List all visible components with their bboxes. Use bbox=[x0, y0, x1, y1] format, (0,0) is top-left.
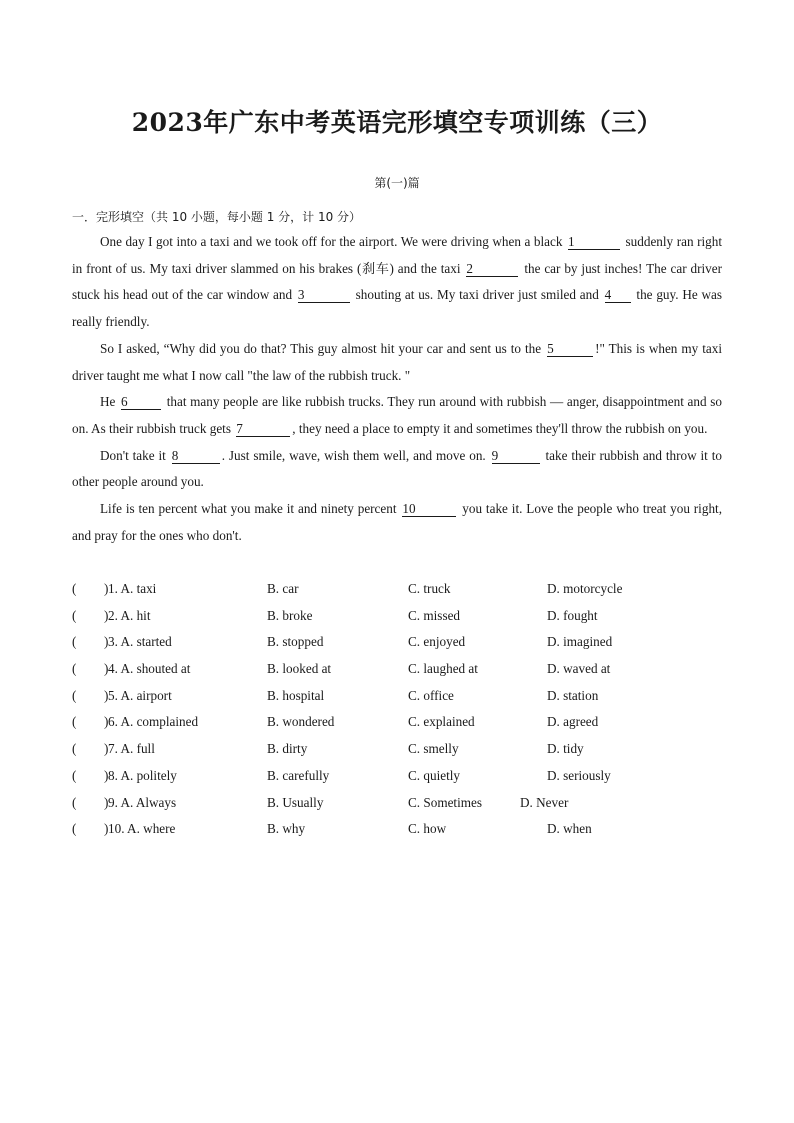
option-a: 8. A. politely bbox=[108, 767, 177, 783]
option-d: D. waved at bbox=[547, 661, 611, 677]
option-b: B. broke bbox=[267, 607, 313, 623]
passage-text: shouting at us. My taxi driver just smiled and bbox=[351, 287, 603, 303]
option-b: B. wondered bbox=[267, 714, 335, 730]
option-d: D. station bbox=[547, 687, 599, 703]
passage-text: He bbox=[100, 394, 120, 410]
option-b: B. looked at bbox=[267, 661, 332, 677]
blank-1: 1 bbox=[568, 234, 620, 250]
answer-paren-right: ) bbox=[104, 714, 109, 730]
option-b: B. car bbox=[267, 581, 299, 596]
blank-9: 9 bbox=[492, 448, 540, 464]
answer-paren-right: ) bbox=[104, 767, 109, 783]
passage-text: Life is ten percent what you make it and ninety percent bbox=[100, 501, 401, 517]
option-c: C. smelly bbox=[408, 741, 459, 757]
option-c: C. missed bbox=[408, 607, 461, 623]
passage-text: One day I got into a taxi and we took off for the airport. We were driving when a black bbox=[100, 234, 566, 249]
question-row bbox=[72, 709, 732, 736]
answer-paren-left: ( bbox=[72, 821, 77, 837]
answer-paren-right: ) bbox=[104, 821, 109, 837]
paragraph-3 bbox=[72, 389, 722, 442]
question-row bbox=[72, 629, 732, 656]
option-c: C. enjoyed bbox=[408, 634, 466, 650]
passage-text: Don't take it bbox=[100, 447, 170, 463]
option-a: 2. A. hit bbox=[108, 607, 151, 623]
passage-text: that many people are like rubbish trucks. They run around with rubbish — anger, disappointment and so on. As their rubbish truck gets bbox=[72, 394, 722, 436]
option-d: D. Never bbox=[520, 794, 569, 810]
answer-paren-left: ( bbox=[72, 794, 77, 810]
question-row bbox=[72, 576, 732, 603]
option-d: D. when bbox=[547, 821, 592, 837]
blank-2: 2 bbox=[466, 261, 518, 277]
answer-paren-right: ) bbox=[104, 741, 109, 757]
option-a: 10. A. where bbox=[108, 821, 176, 837]
question-options bbox=[72, 576, 732, 843]
answer-paren-right: ) bbox=[104, 661, 109, 677]
option-a: 7. A. full bbox=[108, 741, 155, 757]
question-row bbox=[72, 683, 732, 710]
answer-paren-left: ( bbox=[72, 741, 77, 757]
passage-text: you take it. Love the people who treat you right, and pray for the ones who don't. bbox=[72, 501, 722, 543]
paragraph-1 bbox=[72, 229, 722, 336]
passage-text: , they need a place to empty it and sometimes they'll throw the rubbish on you. bbox=[292, 420, 708, 436]
option-a: 1. A. taxi bbox=[108, 581, 157, 596]
option-c: C. how bbox=[408, 821, 447, 837]
question-row bbox=[72, 736, 732, 763]
blank-8: 8 bbox=[172, 448, 220, 464]
option-d: D. tidy bbox=[547, 741, 584, 757]
answer-paren-left: ( bbox=[72, 634, 77, 650]
option-b: B. carefully bbox=[267, 767, 330, 783]
question-row bbox=[72, 763, 732, 790]
passage-text: the car by just inches! The car driver stuck his head out of the car window and bbox=[72, 260, 722, 303]
option-c: C. office bbox=[408, 687, 454, 703]
option-d: D. motorcycle bbox=[547, 581, 623, 596]
section-heading: 一．完形填空（共 10 小题，每小题 1 分，计 10 分） bbox=[72, 210, 362, 224]
blank-5: 5 bbox=[547, 341, 593, 357]
answer-paren-right: ) bbox=[104, 581, 109, 596]
passage-text: suddenly ran right in front of us. My taxi driver slammed on his brakes (刹车) and the taxi bbox=[72, 234, 722, 276]
blank-4: 4 bbox=[605, 287, 631, 303]
option-b: B. Usually bbox=[267, 794, 324, 810]
option-c: C. explained bbox=[408, 714, 475, 730]
option-d: D. agreed bbox=[547, 714, 599, 730]
blank-7: 7 bbox=[236, 421, 290, 437]
answer-paren-left: ( bbox=[72, 767, 77, 783]
option-d: D. imagined bbox=[547, 634, 613, 650]
option-d: D. fought bbox=[547, 607, 598, 623]
passage-text: So I asked, “Why did you do that? This guy almost hit your car and sent us to the bbox=[100, 340, 546, 356]
question-row bbox=[72, 790, 732, 817]
answer-paren-left: ( bbox=[72, 687, 77, 703]
option-a: 9. A. Always bbox=[108, 794, 177, 810]
answer-paren-right: ) bbox=[104, 634, 109, 650]
cloze-passage bbox=[72, 229, 722, 549]
answer-paren-right: ) bbox=[104, 794, 109, 810]
option-a: 3. A. started bbox=[108, 634, 172, 650]
passage-text: take their rubbish and throw it to other people around you. bbox=[72, 447, 722, 490]
option-b: B. hospital bbox=[267, 687, 325, 703]
question-row bbox=[72, 656, 732, 683]
answer-paren-right: ) bbox=[104, 607, 109, 623]
blank-3: 3 bbox=[298, 287, 350, 303]
option-c: C. truck bbox=[408, 581, 451, 596]
answer-paren-left: ( bbox=[72, 581, 77, 596]
answer-paren-left: ( bbox=[72, 714, 77, 730]
paragraph-2 bbox=[72, 336, 722, 389]
passage-text: the guy. He was really friendly. bbox=[72, 287, 723, 330]
option-c: C. laughed at bbox=[408, 661, 478, 677]
paragraph-5 bbox=[72, 496, 722, 549]
question-row bbox=[72, 816, 732, 843]
option-b: B. why bbox=[267, 821, 306, 837]
option-c: C. quietly bbox=[408, 767, 461, 783]
option-b: B. dirty bbox=[267, 741, 308, 757]
passage-subtitle: 第(一)篇 bbox=[374, 176, 420, 190]
answer-paren-left: ( bbox=[72, 607, 77, 623]
option-a: 6. A. complained bbox=[108, 714, 199, 730]
passage-text: . Just smile, wave, wish them well, and move on. bbox=[221, 447, 490, 463]
option-a: 5. A. airport bbox=[108, 687, 172, 703]
option-b: B. stopped bbox=[267, 634, 324, 650]
option-a: 4. A. shouted at bbox=[108, 661, 191, 677]
paragraph-4 bbox=[72, 443, 722, 496]
question-row bbox=[72, 603, 732, 630]
option-d: D. seriously bbox=[547, 767, 611, 783]
blank-6: 6 bbox=[121, 394, 161, 410]
page-title: 2023年广东中考英语完形填空专项训练（三） bbox=[131, 108, 663, 137]
answer-paren-right: ) bbox=[104, 687, 109, 703]
passage-text: !" This is when my taxi driver taught me what I now call "the law of the rubbish truck. " bbox=[72, 340, 723, 383]
blank-10: 10 bbox=[402, 501, 456, 517]
option-c: C. Sometimes bbox=[408, 794, 482, 810]
answer-paren-left: ( bbox=[72, 661, 77, 677]
